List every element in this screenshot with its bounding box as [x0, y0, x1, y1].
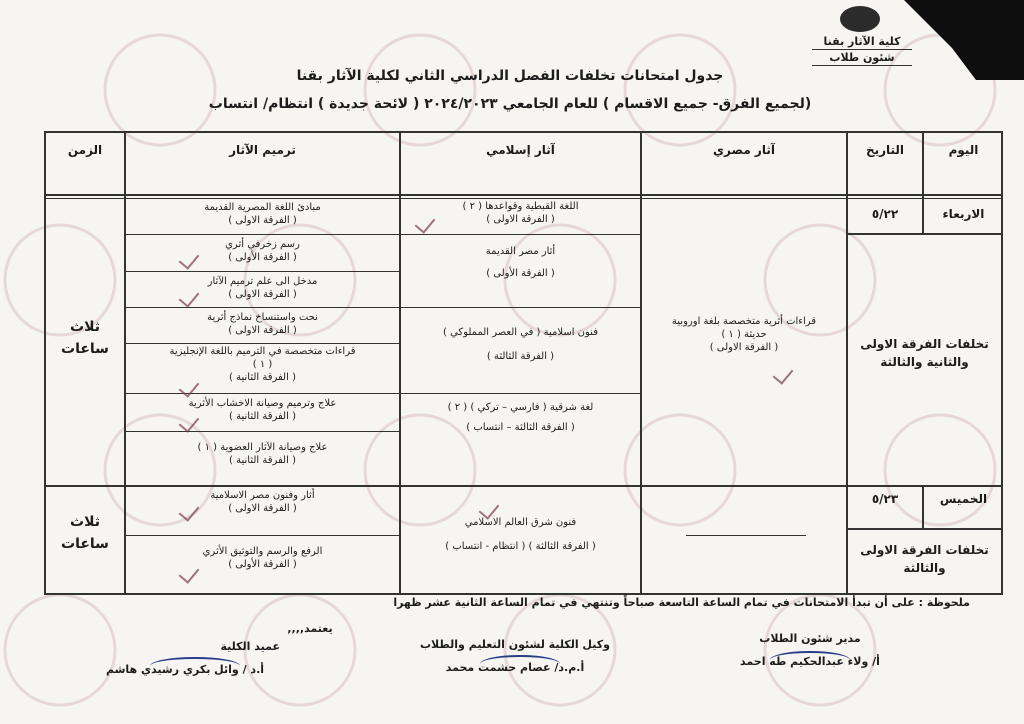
group-wednesday: تخلفات الفرقة الاولى والثانية والثالثة — [860, 337, 989, 369]
date-thursday: ٥/٢٣ — [871, 492, 899, 506]
exam-group: ( الفرقة الثالثة – انتساب ) — [466, 422, 575, 433]
time-unit: ساعات — [61, 341, 109, 357]
restoration-exam-5 — [128, 345, 397, 384]
day-wednesday: الاربعاء — [942, 207, 985, 221]
col-divider — [922, 485, 924, 530]
director-name: أ/ ولاء عبدالحكيم طه احمد — [740, 655, 880, 668]
director-signature-block — [720, 632, 900, 668]
exam-title: قراءات أثرية متخصصة بلغة اوروبية — [671, 316, 817, 327]
time-thursday — [46, 511, 124, 555]
page-subtitle: (لجميع الفرق- جميع الاقسام ) للعام الجامعي ٢٠٢٤/٢٠٢٣ ( لائحة جديدة ) انتظام/ انتساب — [208, 96, 812, 112]
row-divider — [46, 485, 1001, 487]
exam-title: اللغة القبطية وقواعدها ( ٢ ) — [462, 201, 579, 212]
egyptian-exam — [644, 315, 844, 354]
vice-dean-name: أ.م.د/ عصام حشمت محمد — [445, 661, 585, 674]
exam-title: فنون اسلامية ( في العصر المملوكي ) — [443, 327, 598, 338]
row-divider — [126, 535, 399, 536]
restoration-exam-1 — [128, 201, 397, 227]
exam-title: الرفع والرسم والتوثيق الأثري — [202, 546, 323, 557]
header-islamic: آثار إسلامي — [486, 143, 555, 157]
restoration-exam-2 — [128, 238, 397, 264]
exam-group: ( الفرقة الأولى ) — [486, 268, 555, 279]
exam-group: ( الفرقة الاولى ) — [228, 215, 297, 226]
restoration-exam-thursday-1 — [128, 489, 397, 515]
restoration-exam-6 — [128, 397, 397, 423]
exam-title: علاج وصيانة الآثار العضوية ( ١ ) — [197, 442, 328, 453]
page-title: جدول امتحانات تخلفات الفصل الدراسي الثاني لكلية الآثار بقنا — [296, 68, 724, 84]
exam-title: رسم زخرفي أثري — [225, 239, 300, 250]
col-divider — [640, 133, 642, 593]
islamic-exam-thursday — [403, 511, 638, 559]
restoration-exam-7 — [128, 441, 397, 467]
exam-title: نحت واستنساخ نماذج أثرية — [207, 312, 318, 323]
islamic-exam-3 — [403, 321, 638, 369]
restoration-exam-thursday-2 — [128, 545, 397, 571]
exam-group: ( الفرقة الاولى ) — [228, 289, 297, 300]
header-egyptian: آثار مصري — [713, 143, 775, 157]
exam-group: ( الفرقة الثالثة ) ( انتظام - انتساب ) — [445, 541, 596, 552]
exam-group: ( الفرقة الاولى ) — [709, 342, 779, 353]
date-wednesday: ٥/٢٢ — [871, 207, 899, 221]
dean-name: أ.د / وائل بكري رشيدي هاشم — [105, 663, 265, 676]
exam-title: قراءات متخصصة في الترميم باللغة الإنجليزية — [169, 346, 356, 357]
row-divider — [401, 393, 640, 394]
row-divider — [46, 198, 1001, 199]
header-day: اليوم — [948, 143, 979, 157]
row-divider — [46, 194, 1001, 196]
col-divider — [399, 133, 401, 593]
exam-schedule-table — [44, 131, 1003, 595]
row-divider — [126, 343, 399, 344]
time-value: ثلاث — [70, 514, 100, 530]
col-divider — [124, 133, 126, 593]
exam-part: ( ١ ) — [252, 359, 273, 370]
director-signature — [770, 651, 850, 669]
row-divider — [126, 271, 399, 272]
restoration-exam-3 — [128, 275, 397, 301]
exam-title: أثار وفنون مصر الاسلامية — [210, 490, 315, 501]
group-thursday: تخلفات الفرقة الاولى والثالثة — [860, 543, 989, 575]
faculty-header — [812, 34, 912, 66]
dark-corner — [904, 0, 1024, 80]
dean-title: عميد الكلية — [220, 640, 280, 653]
approval-label: يعتمد,,,, — [287, 622, 333, 635]
exam-title: مبادئ اللغة المصرية القديمة — [204, 202, 321, 213]
dean-signature — [150, 657, 240, 675]
header-time: الزمن — [67, 143, 103, 157]
row-divider — [401, 307, 640, 308]
exam-group: ( الفرقة الثانية ) — [229, 455, 296, 466]
islamic-exam-2 — [403, 241, 638, 285]
exam-group: ( الفرقة الاولى ) — [228, 503, 297, 514]
vice-dean-title: وكيل الكلية لشئون التعليم والطلاب — [420, 638, 610, 651]
time-unit: ساعات — [61, 536, 109, 552]
department-name: شئون طلاب — [812, 50, 912, 66]
exam-time-note: ملحوظة : على أن تبدأ الامتحانات في تمام الساعة التاسعة صباحاً وتنتهي في تمام الساعة الثانية عشر ظهرا — [393, 596, 970, 609]
exam-title: أثار مصر القديمة — [485, 246, 556, 257]
exam-title: فنون شرق العالم الاسلامي — [464, 517, 577, 528]
restoration-exam-4 — [128, 311, 397, 337]
row-divider — [401, 234, 640, 235]
exam-group: ( الفرقة الثانية ) — [229, 372, 296, 383]
empty-cell-dash — [686, 535, 806, 536]
exam-title: مدخل الى علم ترميم الآثار — [207, 276, 318, 287]
day-thursday: الخميس — [939, 492, 988, 506]
exam-group: ( الفرقة الثالثة ) — [486, 351, 555, 362]
row-divider — [126, 431, 399, 432]
vice-dean-signature-block — [400, 638, 630, 674]
row-divider — [126, 393, 399, 394]
time-value: ثلاث — [70, 319, 100, 335]
islamic-exam-4 — [403, 398, 638, 438]
header-date: التاريخ — [865, 143, 905, 157]
col-divider — [922, 133, 924, 235]
vice-dean-signature — [480, 655, 560, 673]
row-divider — [846, 528, 1001, 530]
row-divider — [846, 233, 1001, 235]
check-mark-icon — [773, 363, 794, 385]
row-divider — [126, 307, 399, 308]
faculty-name: كلية الآثار بقنا — [812, 34, 912, 50]
exam-group: ( الفرقة الأولى ) — [228, 559, 297, 570]
exam-title: لغة شرقية ( فارسي – تركي ) ( ٢ ) — [447, 402, 594, 413]
header-restoration: ترميم الآثار — [229, 143, 296, 157]
exam-title: علاج وترميم وصيانة الاخشاب الأثرية — [188, 398, 337, 409]
exam-group: ( الفرقة الاولى ) — [486, 214, 555, 225]
exam-group: ( الفرقة الأولى ) — [228, 252, 297, 263]
row-divider — [126, 234, 399, 235]
dean-signature-block — [90, 640, 280, 676]
time-wednesday — [46, 316, 124, 360]
director-title: مدير شئون الطلاب — [759, 632, 861, 645]
exam-group: ( الفرقة الثانية ) — [229, 411, 296, 422]
exam-title: حديثة ( ١ ) — [721, 329, 767, 340]
exam-group: ( الفرقة الاولى ) — [228, 325, 297, 336]
islamic-exam-1 — [403, 200, 638, 226]
faculty-logo — [840, 6, 880, 32]
